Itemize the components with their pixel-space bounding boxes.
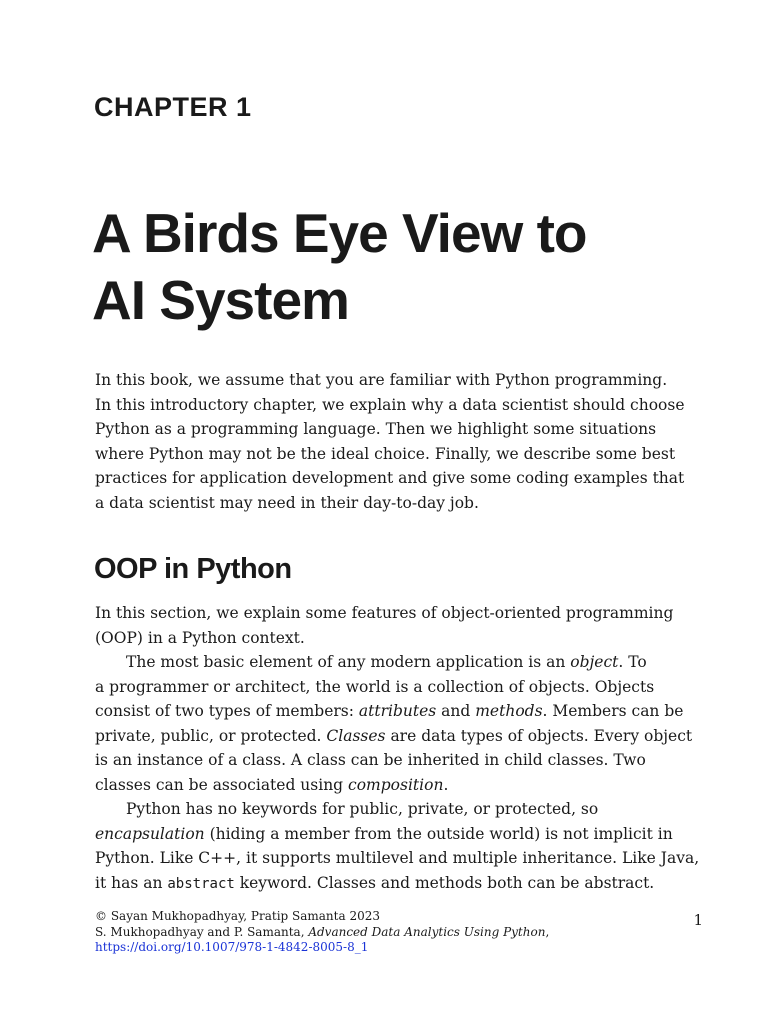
chapter-title	[92, 200, 732, 334]
text-line: is an instance of a class. A class can be inherited in child classes. Two	[95, 751, 646, 769]
emphasis: object	[570, 653, 619, 671]
paragraph-continuation	[95, 675, 715, 798]
chapter-title-line: AI System	[92, 269, 349, 331]
text-line: a programmer or architect, the world is a collection of objects. Objects	[95, 677, 655, 696]
text-line	[95, 822, 715, 847]
text-run: S. Mukhopadhyay and P. Samanta,	[95, 924, 309, 939]
paragraph	[95, 601, 715, 650]
paragraph-continuation	[95, 822, 715, 897]
text-run: it has an	[95, 873, 168, 892]
text-line: Python. Like C++, it supports multilevel and multiple inheritance. Like Java,	[95, 849, 700, 867]
text-line: In this section, we explain some features of object-oriented programming	[95, 604, 674, 622]
intro-paragraph	[95, 368, 715, 515]
book-title: Advanced Data Analytics Using Python	[308, 924, 546, 939]
text-run: The most basic element of any modern application is an	[126, 653, 571, 671]
paragraph	[95, 797, 715, 822]
emphasis: composition	[348, 775, 444, 794]
text-run: . Members can be	[542, 702, 684, 720]
text-run: classes can be associated using	[95, 775, 349, 794]
text-run: . To	[618, 653, 647, 671]
emphasis: methods	[475, 702, 543, 720]
text-line: Python as a programming language. Then we highlight some situations	[95, 420, 657, 438]
text-line: In this book, we assume that you are familiar with Python programming.	[95, 371, 668, 389]
text-line	[95, 871, 715, 897]
text-line: where Python may not be the ideal choice. Finally, we describe some best	[95, 444, 676, 463]
section-body	[95, 601, 715, 896]
page-number: 1	[693, 911, 703, 929]
doi-line	[95, 940, 715, 956]
inline-code: abstract	[167, 875, 235, 892]
text-run: .	[443, 775, 449, 794]
text-run: ,	[545, 924, 550, 939]
chapter-label: CHAPTER 1	[94, 92, 252, 122]
text-line	[95, 699, 715, 724]
doi-link[interactable]: https://doi.org/10.1007/978-1-4842-8005-8_1	[95, 940, 369, 954]
emphasis: Classes	[326, 726, 386, 745]
chapter-title-line: A Birds Eye View to	[92, 202, 587, 264]
text-line: practices for application development and give some coding examples that	[95, 469, 685, 487]
emphasis: encapsulation	[95, 824, 205, 843]
text-run: and	[436, 702, 476, 720]
text-line	[95, 724, 715, 749]
paragraph	[95, 650, 715, 675]
text-run: are data types of objects. Every object	[385, 726, 693, 745]
text-line: (OOP) in a Python context.	[95, 628, 305, 647]
text-run: (hiding a member from the outside world) is not implicit in	[204, 824, 673, 843]
footer	[95, 909, 715, 956]
text-run: consist of two types of members:	[95, 702, 359, 720]
text-line: In this introductory chapter, we explain why a data scientist should choose	[95, 395, 685, 414]
text-line: Python has no keywords for public, private, or protected, so	[126, 800, 599, 818]
emphasis: attributes	[358, 702, 437, 720]
citation	[95, 925, 715, 941]
text-line	[95, 773, 715, 798]
text-line: a data scientist may need in their day-to-day job.	[95, 493, 479, 512]
copyright-notice: © Sayan Mukhopadhyay, Pratip Samanta 2023	[95, 909, 380, 923]
text-line	[95, 650, 715, 675]
section-heading: OOP in Python	[94, 553, 292, 585]
text-run: keyword. Classes and methods both can be abstract.	[234, 873, 655, 892]
text-run: private, public, or protected.	[95, 726, 327, 745]
